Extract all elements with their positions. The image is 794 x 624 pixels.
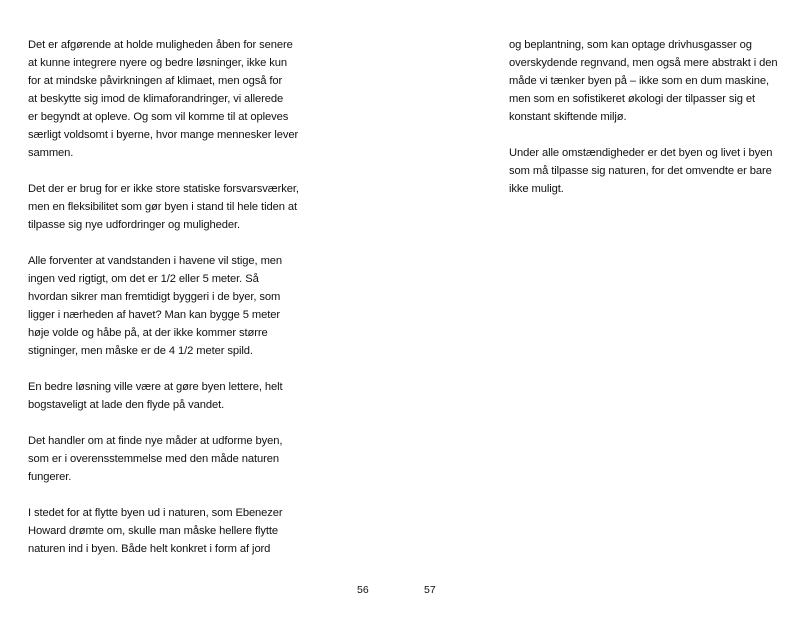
- text-line: og beplantning, som kan optage drivhusgasser og: [509, 39, 752, 51]
- right-page: [397, 0, 794, 624]
- right-text-column: [509, 36, 778, 216]
- paragraph: [28, 432, 300, 486]
- text-line: men en fleksibilitet som gør byen i stand til hele tiden at: [28, 201, 297, 213]
- text-line: En bedre løsning ville være at gøre byen lettere, helt: [28, 381, 283, 393]
- text-line: bogstaveligt at lade den flyde på vandet.: [28, 399, 225, 411]
- left-text-column: [28, 36, 300, 576]
- text-line: Det er afgørende at holde muligheden åben for senere: [28, 39, 293, 51]
- text-line: overskydende regnvand, men også mere abstrakt i den: [509, 57, 778, 69]
- page-number-left: 56: [357, 584, 369, 596]
- text-line: tilpasse sig nye udfordringer og muligheder.: [28, 219, 241, 231]
- text-line: at beskytte sig imod de klimaforandringer, vi allerede: [28, 93, 284, 105]
- text-line: Under alle omstændigheder er det byen og livet i byen: [509, 147, 773, 159]
- text-line: særligt voldsomt i byerne, hvor mange mennesker lever: [28, 129, 299, 141]
- text-line: fungerer.: [28, 471, 72, 483]
- text-line: høje volde og håbe på, at der ikke kommer større: [28, 327, 268, 339]
- text-line: måde vi tænker byen på – ikke som en dum maskine,: [509, 75, 769, 87]
- text-line: er begyndt at opleve. Og som vil komme til at opleves: [28, 111, 289, 123]
- paragraph: [28, 180, 300, 234]
- paragraph: [28, 378, 300, 414]
- text-line: Alle forventer at vandstanden i havene vil stige, men: [28, 255, 283, 267]
- text-line: I stedet for at flytte byen ud i naturen, som Ebenezer: [28, 507, 283, 519]
- paragraph: [509, 144, 773, 198]
- text-line: at kunne integrere nyere og bedre løsninger, ikke kun: [28, 57, 288, 69]
- paragraph: [28, 36, 300, 162]
- text-line: sammen.: [28, 147, 74, 159]
- paragraph: [509, 36, 778, 126]
- text-line: Det handler om at finde nye måder at udforme byen,: [28, 435, 283, 447]
- text-line: ingen ved rigtigt, om det er 1/2 eller 5 meter. Så: [28, 273, 259, 285]
- text-line: naturen ind i byen. Både helt konkret i form af jord: [28, 543, 271, 555]
- text-line: hvordan sikrer man fremtidigt byggeri i de byer, som: [28, 291, 281, 303]
- text-line: som er i overensstemmelse med den måde naturen: [28, 453, 279, 465]
- text-line: Howard drømte om, skulle man måske hellere flytte: [28, 525, 279, 537]
- text-line: konstant skiftende miljø.: [509, 111, 627, 123]
- text-line: Det der er brug for er ikke store statiske forsvarsværker,: [28, 183, 299, 195]
- text-line: ligger i nærheden af havet? Man kan bygge 5 meter: [28, 309, 280, 321]
- text-line: for at mindske påvirkningen af klimaet, men også for: [28, 75, 283, 87]
- page-number-right: 57: [424, 584, 436, 596]
- text-line: ikke muligt.: [509, 183, 564, 195]
- paragraph: [28, 504, 300, 558]
- text-line: stigninger, men måske er de 4 1/2 meter spild.: [28, 345, 253, 357]
- text-line: som må tilpasse sig naturen, for det omvendte er bare: [509, 165, 772, 177]
- paragraph: [28, 252, 300, 360]
- text-line: men som en sofistikeret økologi der tilpasser sig et: [509, 93, 756, 105]
